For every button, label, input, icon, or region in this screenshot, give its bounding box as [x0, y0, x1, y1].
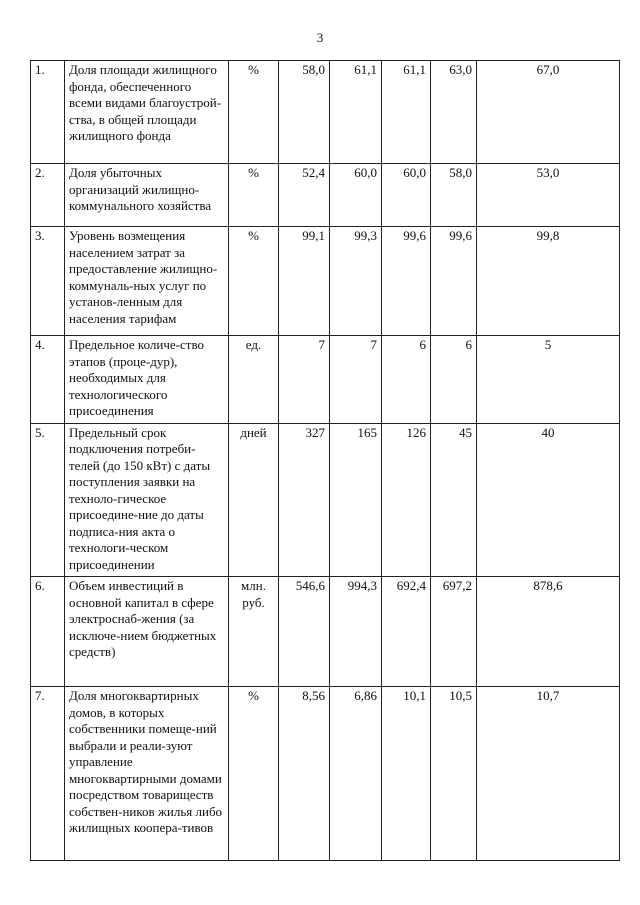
- table-row: [31, 227, 620, 336]
- row-number: 1.: [31, 61, 65, 164]
- indicator-value: 165: [330, 423, 382, 577]
- indicator-value: 99,6: [431, 227, 477, 336]
- indicator-value: 67,0: [477, 61, 620, 164]
- indicator-value: 6: [431, 336, 477, 424]
- row-number: 3.: [31, 227, 65, 336]
- indicator-value: 99,8: [477, 227, 620, 336]
- table-row: [31, 164, 620, 227]
- indicator-value: 697,2: [431, 577, 477, 687]
- indicator-value: 58,0: [431, 164, 477, 227]
- indicator-value: 8,56: [279, 687, 330, 861]
- row-number: 4.: [31, 336, 65, 424]
- indicator-value: 99,3: [330, 227, 382, 336]
- indicator-name: Предельное количе-ство этапов (проце-дур), необходимых для технологического присоединения: [65, 336, 229, 424]
- table-row: [31, 336, 620, 424]
- indicator-value: 6: [382, 336, 431, 424]
- row-number: 7.: [31, 687, 65, 861]
- indicator-value: 878,6: [477, 577, 620, 687]
- row-number: 5.: [31, 423, 65, 577]
- table-row: [31, 61, 620, 164]
- indicator-value: 45: [431, 423, 477, 577]
- indicator-value: 126: [382, 423, 431, 577]
- indicators-table: [30, 60, 620, 861]
- indicator-value: 546,6: [279, 577, 330, 687]
- indicator-unit: млн. руб.: [229, 577, 279, 687]
- indicator-value: 994,3: [330, 577, 382, 687]
- table-row: [31, 577, 620, 687]
- indicator-name: Предельный срок подключения потреби-телей (до 150 кВт) с даты поступления заявки на техноло-гическое присоедине-ние до даты подписа-ния акта о технологи-ческом присоединении: [65, 423, 229, 577]
- indicator-value: 7: [279, 336, 330, 424]
- indicator-value: 10,7: [477, 687, 620, 861]
- table-row: [31, 687, 620, 861]
- indicator-name: Доля многоквартирных домов, в которых собственники помеще-ний выбрали и реали-зуют управление многоквартирными домами посредством товариществ собствен-ников жилья либо жилищных коопера-тивов: [65, 687, 229, 861]
- indicator-unit: %: [229, 687, 279, 861]
- indicator-value: 63,0: [431, 61, 477, 164]
- indicator-name: Уровень возмещения населением затрат за предоставление жилищно-коммуналь-ных услуг по установ-ленным для населения тарифам: [65, 227, 229, 336]
- indicator-value: 60,0: [330, 164, 382, 227]
- indicator-value: 53,0: [477, 164, 620, 227]
- indicator-value: 327: [279, 423, 330, 577]
- indicator-value: 5: [477, 336, 620, 424]
- indicator-unit: %: [229, 227, 279, 336]
- indicator-unit: %: [229, 164, 279, 227]
- page-number: 3: [316, 30, 324, 45]
- indicator-name: Объем инвестиций в основной капитал в сфере электроснаб-жения (за исключе-нием бюджетных средств): [65, 577, 229, 687]
- indicator-value: 61,1: [382, 61, 431, 164]
- indicator-value: 40: [477, 423, 620, 577]
- indicator-unit: %: [229, 61, 279, 164]
- table-row: [31, 423, 620, 577]
- indicator-value: 99,6: [382, 227, 431, 336]
- indicator-value: 10,5: [431, 687, 477, 861]
- indicator-value: 99,1: [279, 227, 330, 336]
- indicator-value: 6,86: [330, 687, 382, 861]
- indicator-unit: дней: [229, 423, 279, 577]
- row-number: 2.: [31, 164, 65, 227]
- indicator-value: 7: [330, 336, 382, 424]
- indicator-value: 60,0: [382, 164, 431, 227]
- indicator-name: Доля убыточных организаций жилищно-коммунального хозяйства: [65, 164, 229, 227]
- indicator-value: 52,4: [279, 164, 330, 227]
- indicator-unit: ед.: [229, 336, 279, 424]
- indicator-value: 10,1: [382, 687, 431, 861]
- indicator-value: 61,1: [330, 61, 382, 164]
- row-number: 6.: [31, 577, 65, 687]
- indicator-value: 692,4: [382, 577, 431, 687]
- indicator-name: Доля площади жилищного фонда, обеспеченного всеми видами благоустрой-ства, в общей площади жилищного фонда: [65, 61, 229, 164]
- indicator-value: 58,0: [279, 61, 330, 164]
